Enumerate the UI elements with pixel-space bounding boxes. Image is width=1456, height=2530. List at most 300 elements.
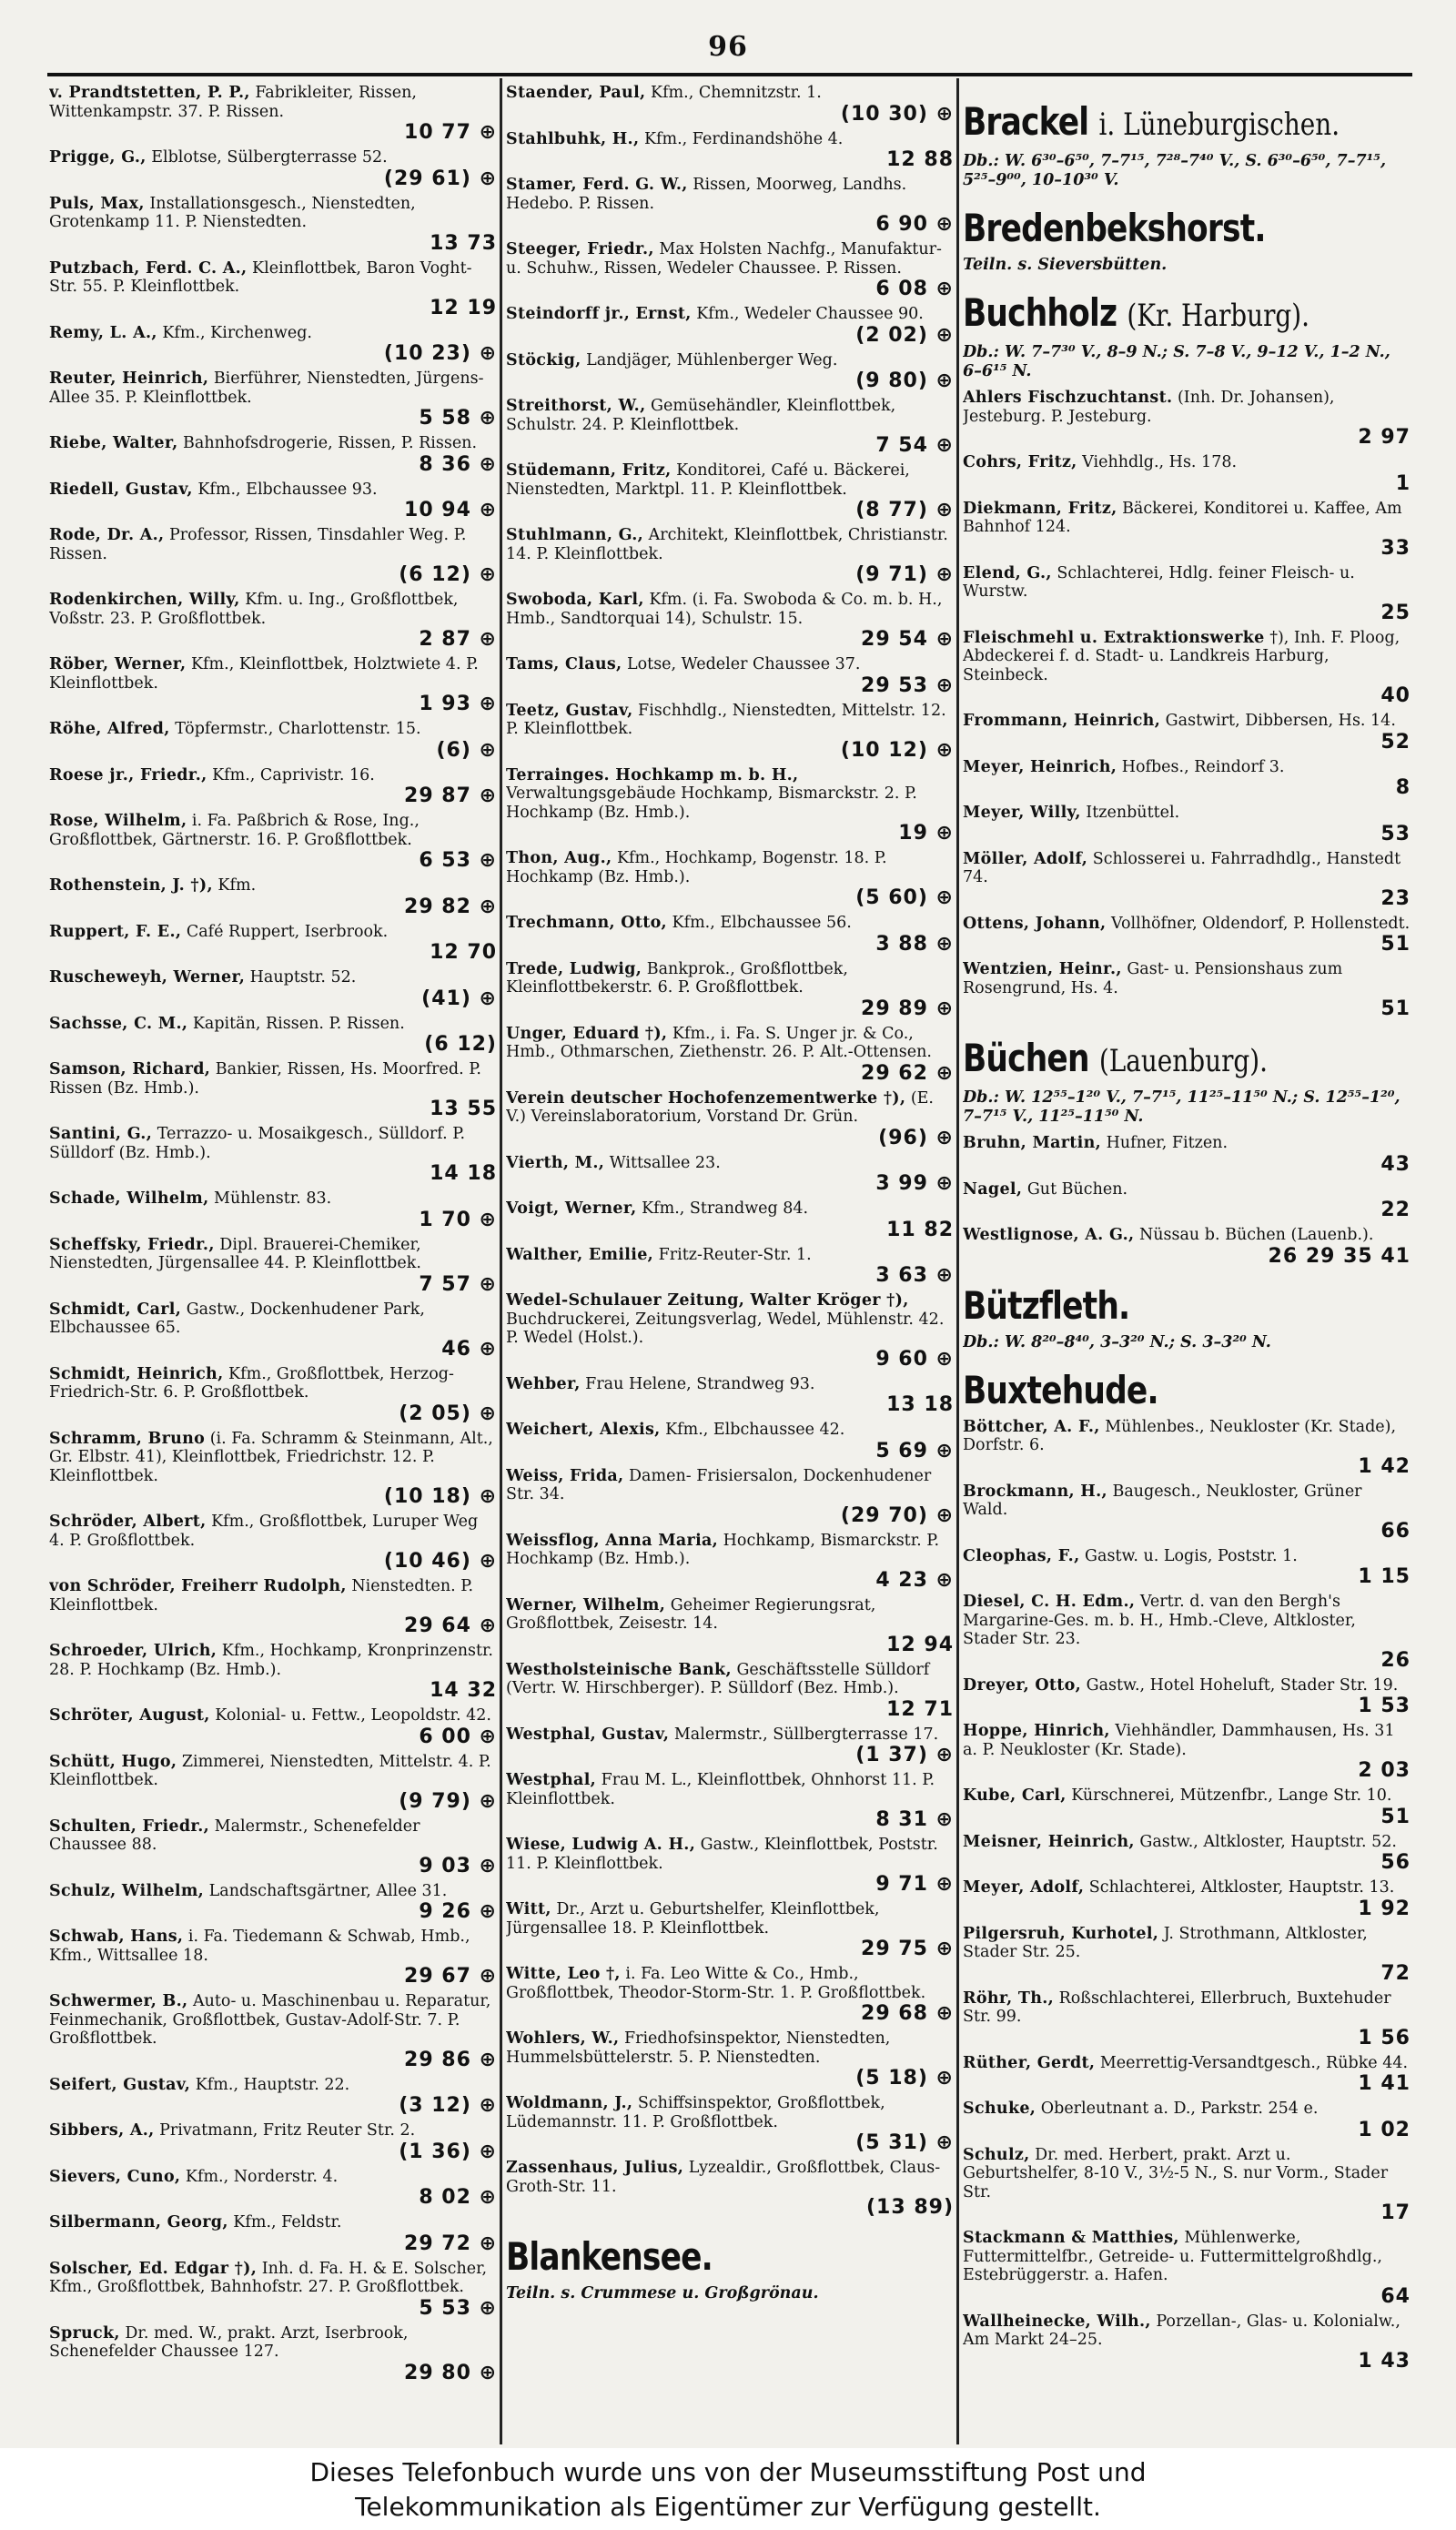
- entry-detail: Hauptstr. 52.: [249, 968, 357, 987]
- entry-phone-number: 1 70 ⊕: [419, 1208, 497, 1231]
- directory-entry: [49, 766, 497, 808]
- section-note: Db.: W. 8²⁰–8⁴⁰, 3–3²⁰ N.; S. 3–3²⁰ N.: [963, 1332, 1271, 1351]
- entry-detail: Kfm. u. Ing., Großflottbek, Voßstr. 23. P. Großflottbek.: [49, 591, 459, 628]
- directory-entry: [506, 1199, 954, 1241]
- entry-name: Terrainges. Hochkamp m. b. H.,: [506, 765, 799, 784]
- entry-detail: Kfm., Elbchaussee 42.: [665, 1421, 845, 1439]
- entry-name: Weissflog, Anna Maria,: [506, 1531, 719, 1550]
- section-title-text: Büchen: [963, 1036, 1089, 1080]
- entry-phone-number: (6) ⊕: [436, 738, 497, 762]
- directory-entry: [963, 500, 1410, 560]
- entry-detail: Wittsallee 23.: [609, 1153, 721, 1172]
- entry-name: Hoppe, Hinrich,: [963, 1722, 1110, 1740]
- entry-name: Ahlers Fischzuchtanst.: [963, 389, 1173, 407]
- entry-detail: Kfm., Feldstr.: [233, 2213, 342, 2231]
- entry-phone-number: 17: [1380, 2201, 1410, 2224]
- entry-detail: Viehhändler, Dammhausen, Hs. 31 a. P. Neukloster (Kr. Stade).: [963, 1722, 1395, 1759]
- entry-detail: Kapitän, Rissen. P. Rissen.: [192, 1014, 405, 1033]
- entry-detail: Malermstr., Süllbergterrasse 17.: [673, 1725, 939, 1744]
- directory-entry: [49, 434, 497, 476]
- directory-entry: [963, 1226, 1410, 1268]
- entry-phone-number: (1 37) ⊕: [855, 1744, 954, 1766]
- entry-phone-number: 6 00 ⊕: [419, 1725, 497, 1748]
- entry-name: Teetz, Gustav,: [506, 701, 633, 720]
- directory-entry: [506, 591, 954, 651]
- entry-name: Witte, Leo †,: [506, 1965, 621, 1983]
- directory-entry: [506, 240, 954, 300]
- directory-entry: [49, 1992, 497, 2071]
- directory-entry: [506, 397, 954, 457]
- entry-name: Seifert, Gustav,: [49, 2075, 191, 2094]
- entry-detail: Mühlenstr. 83.: [214, 1189, 332, 1208]
- section-title: [963, 99, 1340, 147]
- entry-name: Schmidt, Carl,: [49, 1300, 182, 1319]
- entry-detail: Landschaftsgärtner, Allee 31.: [208, 1881, 448, 1900]
- entry-detail: Buchdruckerei, Zeitungsverlag, Wedel, Mühlenstr. 42. P. Wedel (Holst.).: [506, 1310, 945, 1347]
- entry-name: Rothenstein, J. †),: [49, 876, 213, 895]
- entry-name: Dreyer, Otto,: [963, 1675, 1082, 1695]
- entry-detail: Kfm., Hauptstr. 22.: [195, 2075, 350, 2094]
- entry-phone-number: 29 75 ⊕: [861, 1938, 954, 1960]
- entry-name: Riebe, Walter,: [49, 434, 178, 452]
- entry-phone-number: 29 82 ⊕: [404, 895, 497, 918]
- column-divider: [500, 78, 502, 2444]
- entry-name: Steeger, Friedr.,: [506, 240, 654, 258]
- entry-name: Nagel,: [963, 1179, 1023, 1199]
- directory-entry: [49, 1753, 497, 1813]
- entry-phone-number: 5 58 ⊕: [419, 407, 497, 430]
- entry-name: Prigge, G.,: [49, 148, 147, 167]
- entry-phone-number: (5 31) ⊕: [855, 2131, 954, 2154]
- directory-entry: [49, 1577, 497, 1637]
- directory-entry: [49, 369, 497, 430]
- entry-detail: Hofbes., Reindorf 3.: [1121, 757, 1285, 776]
- entry-phone-number: 66: [1380, 1519, 1410, 1543]
- directory-entry: [49, 1015, 497, 1057]
- entry-name: Rode, Dr. A.,: [49, 526, 165, 544]
- entry-name: Schroeder, Ulrich,: [49, 1642, 217, 1660]
- entry-detail: (E. V.) Vereinslaboratorium, Vorstand Dr. Grün.: [506, 1088, 934, 1126]
- entry-name: Schmidt, Heinrich,: [49, 1364, 224, 1383]
- entry-detail: Roßschlachterei, Ellerbruch, Buxtehuder Str. 99.: [963, 1989, 1391, 2026]
- entry-detail: Dr. med. W., prakt. Arzt, Iserbrook, Schenefelder Chaussee 127.: [49, 2323, 409, 2361]
- entry-name: Witt,: [506, 1900, 551, 1918]
- section-title-text: Bredenbekshorst.: [963, 206, 1266, 250]
- entry-phone-number: 8 31 ⊕: [875, 1808, 954, 1831]
- entry-name: Schramm, Bruno: [49, 1429, 206, 1448]
- entry-phone-number: (10 18) ⊕: [383, 1485, 497, 1508]
- entry-phone-number: 1 41: [1358, 2072, 1410, 2095]
- column-3: [963, 84, 1410, 2439]
- entry-name: Thon, Aug.,: [506, 849, 612, 867]
- directory-entry: [49, 1706, 497, 1748]
- directory-entry: [49, 1882, 497, 1924]
- entry-detail: Kfm., Hochkamp, Kronprinzenstr. 28. P. Hochkamp (Bz. Hmb.).: [49, 1642, 493, 1679]
- entry-detail: Gastw., Hotel Hoheluft, Stader Str. 19.: [1086, 1675, 1399, 1695]
- entry-name: Schwermer, B.,: [49, 1992, 188, 2010]
- directory-entry: [49, 481, 497, 522]
- entry-phone-number: 1 53: [1358, 1695, 1410, 1717]
- entry-detail: Gemüsehändler, Kleinflottbek, Schulstr. 24. P. Kleinflottbek.: [506, 397, 896, 434]
- entry-phone-number: 9 71 ⊕: [875, 1873, 954, 1896]
- entry-phone-number: 29 53 ⊕: [861, 673, 954, 697]
- section-title: [963, 291, 1330, 338]
- section-title: [963, 1284, 1330, 1328]
- entry-name: Trede, Ludwig,: [506, 959, 642, 978]
- entry-phone-number: 4 23 ⊕: [875, 1568, 954, 1592]
- entry-detail: Kfm., Kleinflottbek, Holztwiete 4. P. Kleinflottbek.: [49, 655, 479, 693]
- entry-phone-number: 2 03: [1358, 1759, 1410, 1782]
- entry-detail: Konditorei, Café u. Bäckerei, Nienstedten, Marktpl. 11. P. Kleinflottbek.: [506, 461, 910, 499]
- entry-phone-number: 1: [1395, 471, 1410, 495]
- entry-detail: Rissen, Moorweg, Landhs. Hedebo. P. Rissen.: [506, 176, 907, 213]
- entry-detail: Kfm., Norderstr. 4.: [185, 2167, 339, 2186]
- entry-detail: i. Fa. Leo Witte & Co., Hmb., Großflottbek, Theodor-Storm-Str. 1. P. Großflottbek.: [506, 1965, 926, 2002]
- directory-entry: [963, 1418, 1410, 1478]
- entry-detail: Schlachterei, Altkloster, Hauptstr. 13.: [1088, 1878, 1395, 1897]
- entry-detail: Kfm., Hochkamp, Bogenstr. 18. P. Hochkamp (Bz. Hmb.).: [506, 849, 887, 886]
- entry-name: Schwab, Hans,: [49, 1928, 184, 1946]
- column-1: [49, 84, 497, 2439]
- entry-detail: Max Holsten Nachfg., Manufaktur- u. Schuhw., Rissen, Wedeler Chaussee. P. Rissen.: [506, 240, 942, 278]
- entry-name: Silbermann, Georg,: [49, 2213, 228, 2231]
- entry-phone-number: 33: [1380, 536, 1410, 560]
- entry-name: Weichert, Alexis,: [506, 1421, 661, 1439]
- entry-phone-number: 29 62 ⊕: [861, 1061, 954, 1085]
- entry-name: Röhr, Th.,: [963, 1989, 1055, 2008]
- entry-detail: Kfm. (i. Fa. Swoboda & Co. m. b. H., Hmb., Sandtorquai 14), Schulstr. 15.: [506, 591, 943, 628]
- entry-phone-number: 1 02: [1358, 2118, 1410, 2141]
- directory-entry: [963, 915, 1410, 956]
- entry-name: Rose, Wilhelm,: [49, 812, 187, 830]
- directory-entry: [49, 148, 497, 190]
- entry-detail: Gastwirt, Dibbersen, Hs. 14.: [1165, 712, 1396, 730]
- entry-name: v. Prandtstetten, P. P.,: [49, 84, 250, 102]
- entry-detail: Malermstr., Schenefelder Chaussee 88.: [49, 1817, 420, 1854]
- section-note: Db.: W. 6³⁰–6⁵⁰, 7–7¹⁵, 7²⁸–7⁴⁰ V., S. 6³⁰–6⁵⁰, 7–7¹⁵, 5²⁵–9⁰⁰, 10–10³⁰ V.: [963, 152, 1387, 189]
- entry-phone-number: 7 57 ⊕: [419, 1272, 497, 1296]
- entry-phone-number: (8 77) ⊕: [855, 499, 954, 521]
- entry-name: Puls, Max,: [49, 194, 145, 213]
- directory-entry: [506, 130, 954, 172]
- entry-phone-number: 6 08 ⊕: [875, 278, 954, 300]
- entry-detail: (i. Fa. Schramm & Steinmann, Alt., Gr. Elbstr. 41), Kleinflottbek, Friedrichstr. 12. P. Kleinflottbek.: [49, 1429, 493, 1485]
- footer-line-1: Dieses Telefonbuch wurde uns von der Museumsstiftung Post und: [309, 2457, 1147, 2487]
- directory-entry: [506, 1532, 954, 1592]
- entry-detail: Schiffsinspektor, Großflottbek, Lüdemannstr. 11. P. Großflottbek.: [506, 2094, 885, 2131]
- entry-phone-number: 26: [1380, 1648, 1410, 1672]
- directory-entry: [506, 176, 954, 236]
- directory-entry: [49, 1430, 497, 1509]
- directory-entry: [49, 2324, 497, 2384]
- entry-phone-number: 3 88 ⊕: [875, 932, 954, 956]
- entry-name: Weiss, Frida,: [506, 1466, 624, 1485]
- footer-line-2: Telekommunikation als Eigentümer zur Verfügung gestellt.: [355, 2492, 1101, 2522]
- directory-entry: [506, 766, 954, 845]
- directory-entry: [506, 2159, 954, 2219]
- entry-detail: Schlachterei, Hdlg. feiner Fleisch- u. Wurstw.: [963, 563, 1355, 601]
- directory-entry: [963, 1786, 1410, 1828]
- entry-name: Werner, Wilhelm,: [506, 1595, 666, 1614]
- entry-phone-number: (3 12) ⊕: [399, 2094, 497, 2117]
- entry-phone-number: 29 72 ⊕: [404, 2231, 497, 2255]
- directory-entry: [49, 1928, 497, 1988]
- entry-name: Cleophas, F.,: [963, 1546, 1080, 1565]
- directory-entry: [506, 305, 954, 347]
- entry-detail: Gastw., Altkloster, Hauptstr. 52.: [1139, 1832, 1397, 1851]
- entry-name: Westlignose, A. G.,: [963, 1226, 1135, 1244]
- directory-entry: [963, 2146, 1410, 2225]
- entry-detail: Zimmerei, Nienstedten, Mittelstr. 4. P. Kleinflottbek.: [49, 1752, 491, 1789]
- directory-entry: [963, 453, 1410, 495]
- entry-phone-number: 13 73: [430, 231, 497, 255]
- entry-name: Fleischmehl u. Extraktionswerke: [963, 628, 1265, 647]
- entry-phone-number: (96) ⊕: [878, 1126, 954, 1149]
- directory-entry: [963, 2054, 1410, 2096]
- entry-phone-number: 29 80 ⊕: [404, 2361, 497, 2384]
- directory-entry: [963, 1134, 1410, 1176]
- directory-entry: [49, 195, 497, 255]
- entry-name: Schulz,: [963, 2145, 1030, 2164]
- entry-detail: Kfm., Elbchaussee 56.: [672, 914, 852, 932]
- entry-phone-number: 5 69 ⊕: [875, 1439, 954, 1462]
- directory-entry: [506, 1421, 954, 1462]
- directory-entry: [963, 1547, 1410, 1589]
- entry-detail: Kfm., Großflottbek, Luruper Weg 4. P. Großflottbek.: [49, 1513, 479, 1550]
- directory-entry: [49, 259, 497, 319]
- entry-name: Schröder, Albert,: [49, 1513, 207, 1531]
- entry-phone-number: 1 15: [1358, 1565, 1410, 1588]
- entry-detail: Bierführer, Nienstedten, Jürgens-Allee 35. P. Kleinflottbek.: [49, 369, 484, 407]
- section-title-text: Buchholz: [963, 290, 1117, 335]
- entry-phone-number: (10 30) ⊕: [840, 102, 954, 126]
- entry-name: Wiese, Ludwig A. H.,: [506, 1836, 696, 1854]
- entry-name: Schade, Wilhelm,: [49, 1189, 209, 1208]
- entry-phone-number: 72: [1380, 1961, 1410, 1985]
- entry-name: Röber, Werner,: [49, 655, 187, 673]
- directory-entry: [49, 1365, 497, 1425]
- directory-entry: [49, 923, 497, 965]
- entry-name: Frommann, Heinrich,: [963, 712, 1161, 730]
- entry-name: Wedel-Schulauer Zeitung, Walter Kröger †),: [506, 1291, 909, 1310]
- directory-entry: [506, 351, 954, 393]
- entry-detail: Frau Helene, Strandweg 93.: [585, 1374, 815, 1393]
- entry-name: Samson, Richard,: [49, 1060, 211, 1078]
- entry-phone-number: 14 18: [430, 1162, 497, 1185]
- entry-phone-number: (9 79) ⊕: [399, 1789, 497, 1813]
- entry-phone-number: 14 32: [430, 1679, 497, 1702]
- entry-detail: Dipl. Brauerei-Chemiker, Nienstedten, Jürgensallee 44. P. Kleinflottbek.: [49, 1235, 421, 1272]
- directory-entry: [963, 2312, 1410, 2373]
- entry-name: Streithorst, W.,: [506, 397, 646, 415]
- directory-entry: [963, 712, 1410, 754]
- entry-detail: Geschäftsstelle Sülldorf (Vertr. W. Hirschberger). P. Sülldorf (Bez. Hmb.).: [506, 1660, 930, 1697]
- entry-name: Pilgersruh, Kurhotel,: [963, 1924, 1159, 1943]
- directory-entry: [963, 758, 1410, 800]
- directory-entry: [506, 1836, 954, 1896]
- entry-name: Westphal, Gustav,: [506, 1725, 670, 1744]
- section-title-text: Brackel: [963, 99, 1089, 144]
- entry-phone-number: 43: [1380, 1152, 1410, 1176]
- entry-name: Schröter, August,: [49, 1706, 210, 1725]
- directory-entry: [506, 1965, 954, 2025]
- entry-name: Scheffsky, Friedr.,: [49, 1235, 215, 1254]
- entry-detail: Gastw., Dockenhudener Park, Elbchaussee 65.: [49, 1300, 425, 1337]
- entry-name: Stamer, Ferd. G. W.,: [506, 176, 688, 194]
- entry-phone-number: 19 ⊕: [898, 822, 954, 845]
- entry-detail: (Inh. Dr. Johansen), Jesteburg. P. Jesteburg.: [963, 389, 1335, 426]
- section-note: Db.: W. 7–7³⁰ V., 8–9 N.; S. 7–8 V., 9–12 V., 1–2 N., 6–6¹⁵ N.: [963, 343, 1390, 380]
- entry-phone-number: 51: [1380, 997, 1410, 1020]
- entry-phone-number: 6 90 ⊕: [875, 213, 954, 236]
- entry-detail: i. Fa. Paßbrich & Rose, Ing., Großflottbek, Gärtnerstr. 16. P. Großflottbek.: [49, 812, 420, 849]
- entry-phone-number: 29 64 ⊕: [404, 1614, 497, 1637]
- entry-name: Wallheinecke, Wilh.,: [963, 2312, 1151, 2331]
- directory-entry: [963, 850, 1410, 910]
- directory-entry: [963, 1483, 1410, 1543]
- entry-name: Spruck,: [49, 2323, 120, 2343]
- section-title: [963, 207, 1330, 250]
- directory-entry: [506, 1154, 954, 1196]
- entry-phone-number: 6 53 ⊕: [419, 849, 497, 872]
- section-title: [963, 1369, 1330, 1412]
- entry-detail: Fabrikleiter, Rissen, Wittenkampstr. 37. P. Rissen.: [49, 84, 417, 121]
- directory-entry: [49, 876, 497, 918]
- entry-detail: Gastw., Kleinflottbek, Poststr. 11. P. Kleinflottbek.: [506, 1836, 938, 1873]
- entry-phone-number: (2 02) ⊕: [855, 323, 954, 347]
- entry-name: Diekmann, Fritz,: [963, 499, 1117, 518]
- entry-name: Voigt, Werner,: [506, 1199, 637, 1218]
- entry-phone-number: (10 12) ⊕: [840, 738, 954, 762]
- entry-detail: Architekt, Kleinflottbek, Christianstr. 14. P. Kleinflottbek.: [506, 526, 948, 563]
- entry-name: Meyer, Willy,: [963, 804, 1081, 822]
- entry-phone-number: 64: [1380, 2284, 1410, 2308]
- directory-entry: [49, 1642, 497, 1702]
- entry-name: Staender, Paul,: [506, 84, 646, 102]
- section-title-text: Bützfleth.: [963, 1282, 1130, 1328]
- directory-entry: [49, 720, 497, 762]
- entry-phone-number: 2 97: [1358, 426, 1410, 449]
- directory-entry: [49, 591, 497, 651]
- entry-name: Stüdemann, Fritz,: [506, 461, 672, 480]
- directory-entry: [506, 1291, 954, 1371]
- directory-entry: [963, 1593, 1410, 1672]
- entry-detail: Kfm., Strandweg 84.: [642, 1199, 809, 1218]
- section-note: Db.: W. 12⁵⁵–1²⁰ V., 7–7¹⁵, 11²⁵–11⁵⁰ N.; S. 12⁵⁵–1²⁰, 7–7¹⁵ V., 11²⁵–11⁵⁰ N.: [963, 1088, 1400, 1126]
- entry-name: Steindorff jr., Ernst,: [506, 305, 692, 323]
- entry-phone-number: 12 70: [430, 941, 497, 964]
- entry-detail: Bankier, Rissen, Hs. Moorfred. P. Rissen (Bz. Hmb.).: [49, 1060, 481, 1098]
- directory-entry: [506, 655, 954, 697]
- entry-phone-number: 5 53 ⊕: [419, 2296, 497, 2320]
- directory-entry: [49, 1817, 497, 1877]
- directory-entry: [506, 526, 954, 586]
- entry-detail: Kleinflottbek, Baron Voght-Str. 55. P. Kleinflottbek.: [49, 258, 472, 296]
- entry-phone-number: 1 92: [1358, 1897, 1410, 1920]
- entry-detail: Privatmann, Fritz Reuter Str. 2.: [159, 2121, 416, 2140]
- entry-name: Rüther, Gerdt,: [963, 2053, 1096, 2072]
- entry-detail: Friedhofsinspektor, Nienstedten, Hummelsbüttelerstr. 5. P. Nienstedten.: [506, 2029, 891, 2067]
- entry-detail: Kfm., i. Fa. S. Unger jr. & Co., Hmb., Othmarschen, Ziethenstr. 26. P. Alt.-Ottensen.: [506, 1024, 932, 1061]
- directory-entry: [49, 1189, 497, 1231]
- column-2: [506, 84, 954, 2439]
- column-divider: [956, 78, 959, 2444]
- section-title-suffix: (Lauenburg).: [1098, 1043, 1268, 1079]
- entry-phone-number: 52: [1380, 730, 1410, 754]
- directory-entry: [506, 1725, 954, 1767]
- directory-entry: [506, 914, 954, 956]
- footer-notice: [0, 2448, 1456, 2530]
- entry-detail: Nüssau b. Büchen (Lauenb.).: [1138, 1226, 1374, 1244]
- directory-entry: [963, 629, 1410, 708]
- entry-name: von Schröder, Freiherr Rudolph,: [49, 1577, 347, 1595]
- entry-name: Westphal,: [506, 1771, 597, 1789]
- entry-phone-number: (10 23) ⊕: [383, 342, 497, 365]
- entry-detail: Meerrettig-Versandtgesch., Rübke 44.: [1099, 2053, 1409, 2072]
- entry-name: Santini, G.,: [49, 1125, 153, 1143]
- entry-phone-number: 23: [1380, 886, 1410, 910]
- entry-phone-number: 12 94: [886, 1633, 954, 1656]
- entry-phone-number: 13 55: [430, 1098, 497, 1120]
- directory-entry: [506, 84, 954, 126]
- entry-detail: Installationsgesch., Nienstedten, Grotenkamp 11. P. Nienstedten.: [49, 194, 416, 231]
- entry-phone-number: 8 36 ⊕: [419, 452, 497, 476]
- entry-name: Riedell, Gustav,: [49, 480, 193, 499]
- directory-entry: [49, 2168, 497, 2210]
- entry-detail: Hufner, Fitzen.: [1106, 1134, 1228, 1152]
- entry-detail: Kfm., Kirchenweg.: [162, 323, 312, 342]
- entry-phone-number: (9 80) ⊕: [855, 369, 954, 392]
- entry-detail: Fischhdlg., Nienstedten, Mittelstr. 12. P. Kleinflottbek.: [506, 701, 946, 738]
- entry-name: Reuter, Heinrich,: [49, 369, 209, 388]
- entry-detail: Dr. med. Herbert, prakt. Arzt u. Geburtshelfer, 8-10 V., 3½-5 N., S. nur Vorm., Stader Str.: [963, 2145, 1389, 2201]
- entry-name: Schuke,: [963, 2100, 1036, 2118]
- directory-entry: [49, 2260, 497, 2320]
- section-title-text: Buxtehude.: [963, 1367, 1158, 1412]
- directory-entry: [963, 1180, 1410, 1222]
- directory-entry: [49, 2076, 497, 2118]
- entry-detail: Kfm., Wedeler Chaussee 90.: [696, 305, 924, 323]
- directory-entry: [963, 389, 1410, 449]
- entry-phone-number: 9 60 ⊕: [875, 1347, 954, 1371]
- entry-detail: Hochkamp, Bismarckstr. P. Hochkamp (Bz. Hmb.).: [506, 1531, 940, 1568]
- directory-entry: [963, 1989, 1410, 2049]
- directory-entry: [963, 960, 1410, 1020]
- entry-name: Stuhlmann, G.,: [506, 526, 644, 544]
- directory-entry: [506, 1375, 954, 1417]
- entry-name: Ruscheweyh, Werner,: [49, 968, 246, 987]
- entry-name: Verein deutscher Hochofenzementwerke †),: [506, 1088, 906, 1108]
- entry-phone-number: 9 26 ⊕: [419, 1900, 497, 1923]
- entry-detail: Professor, Rissen, Tinsdahler Weg. P. Rissen.: [49, 526, 467, 563]
- directory-entry: [49, 324, 497, 366]
- directory-entry: [49, 812, 497, 872]
- entry-phone-number: (1 36) ⊕: [399, 2140, 497, 2163]
- entry-name: Tams, Claus,: [506, 655, 622, 673]
- directory-entry: [506, 702, 954, 762]
- entry-name: Cohrs, Fritz,: [963, 453, 1077, 471]
- section-note: Teiln. s. Sieversbütten.: [963, 256, 1168, 274]
- section-title-text: Blankensee.: [506, 2234, 713, 2279]
- entry-name: Schütt, Hugo,: [49, 1752, 177, 1771]
- entry-phone-number: 53: [1380, 822, 1410, 845]
- entry-name: Unger, Eduard †),: [506, 1024, 668, 1043]
- entry-phone-number: 26 29 35 41: [1268, 1244, 1410, 1268]
- entry-phone-number: (13 89): [866, 2196, 954, 2219]
- entry-phone-number: 12 88: [886, 148, 954, 171]
- entry-name: Schulz, Wilhelm,: [49, 1881, 205, 1900]
- entry-detail: Auto- u. Maschinenbau u. Reparatur, Feinmechanik, Großflottbek, Gustav-Adolf-Str. 7. P. Großflottbek.: [49, 1992, 491, 2048]
